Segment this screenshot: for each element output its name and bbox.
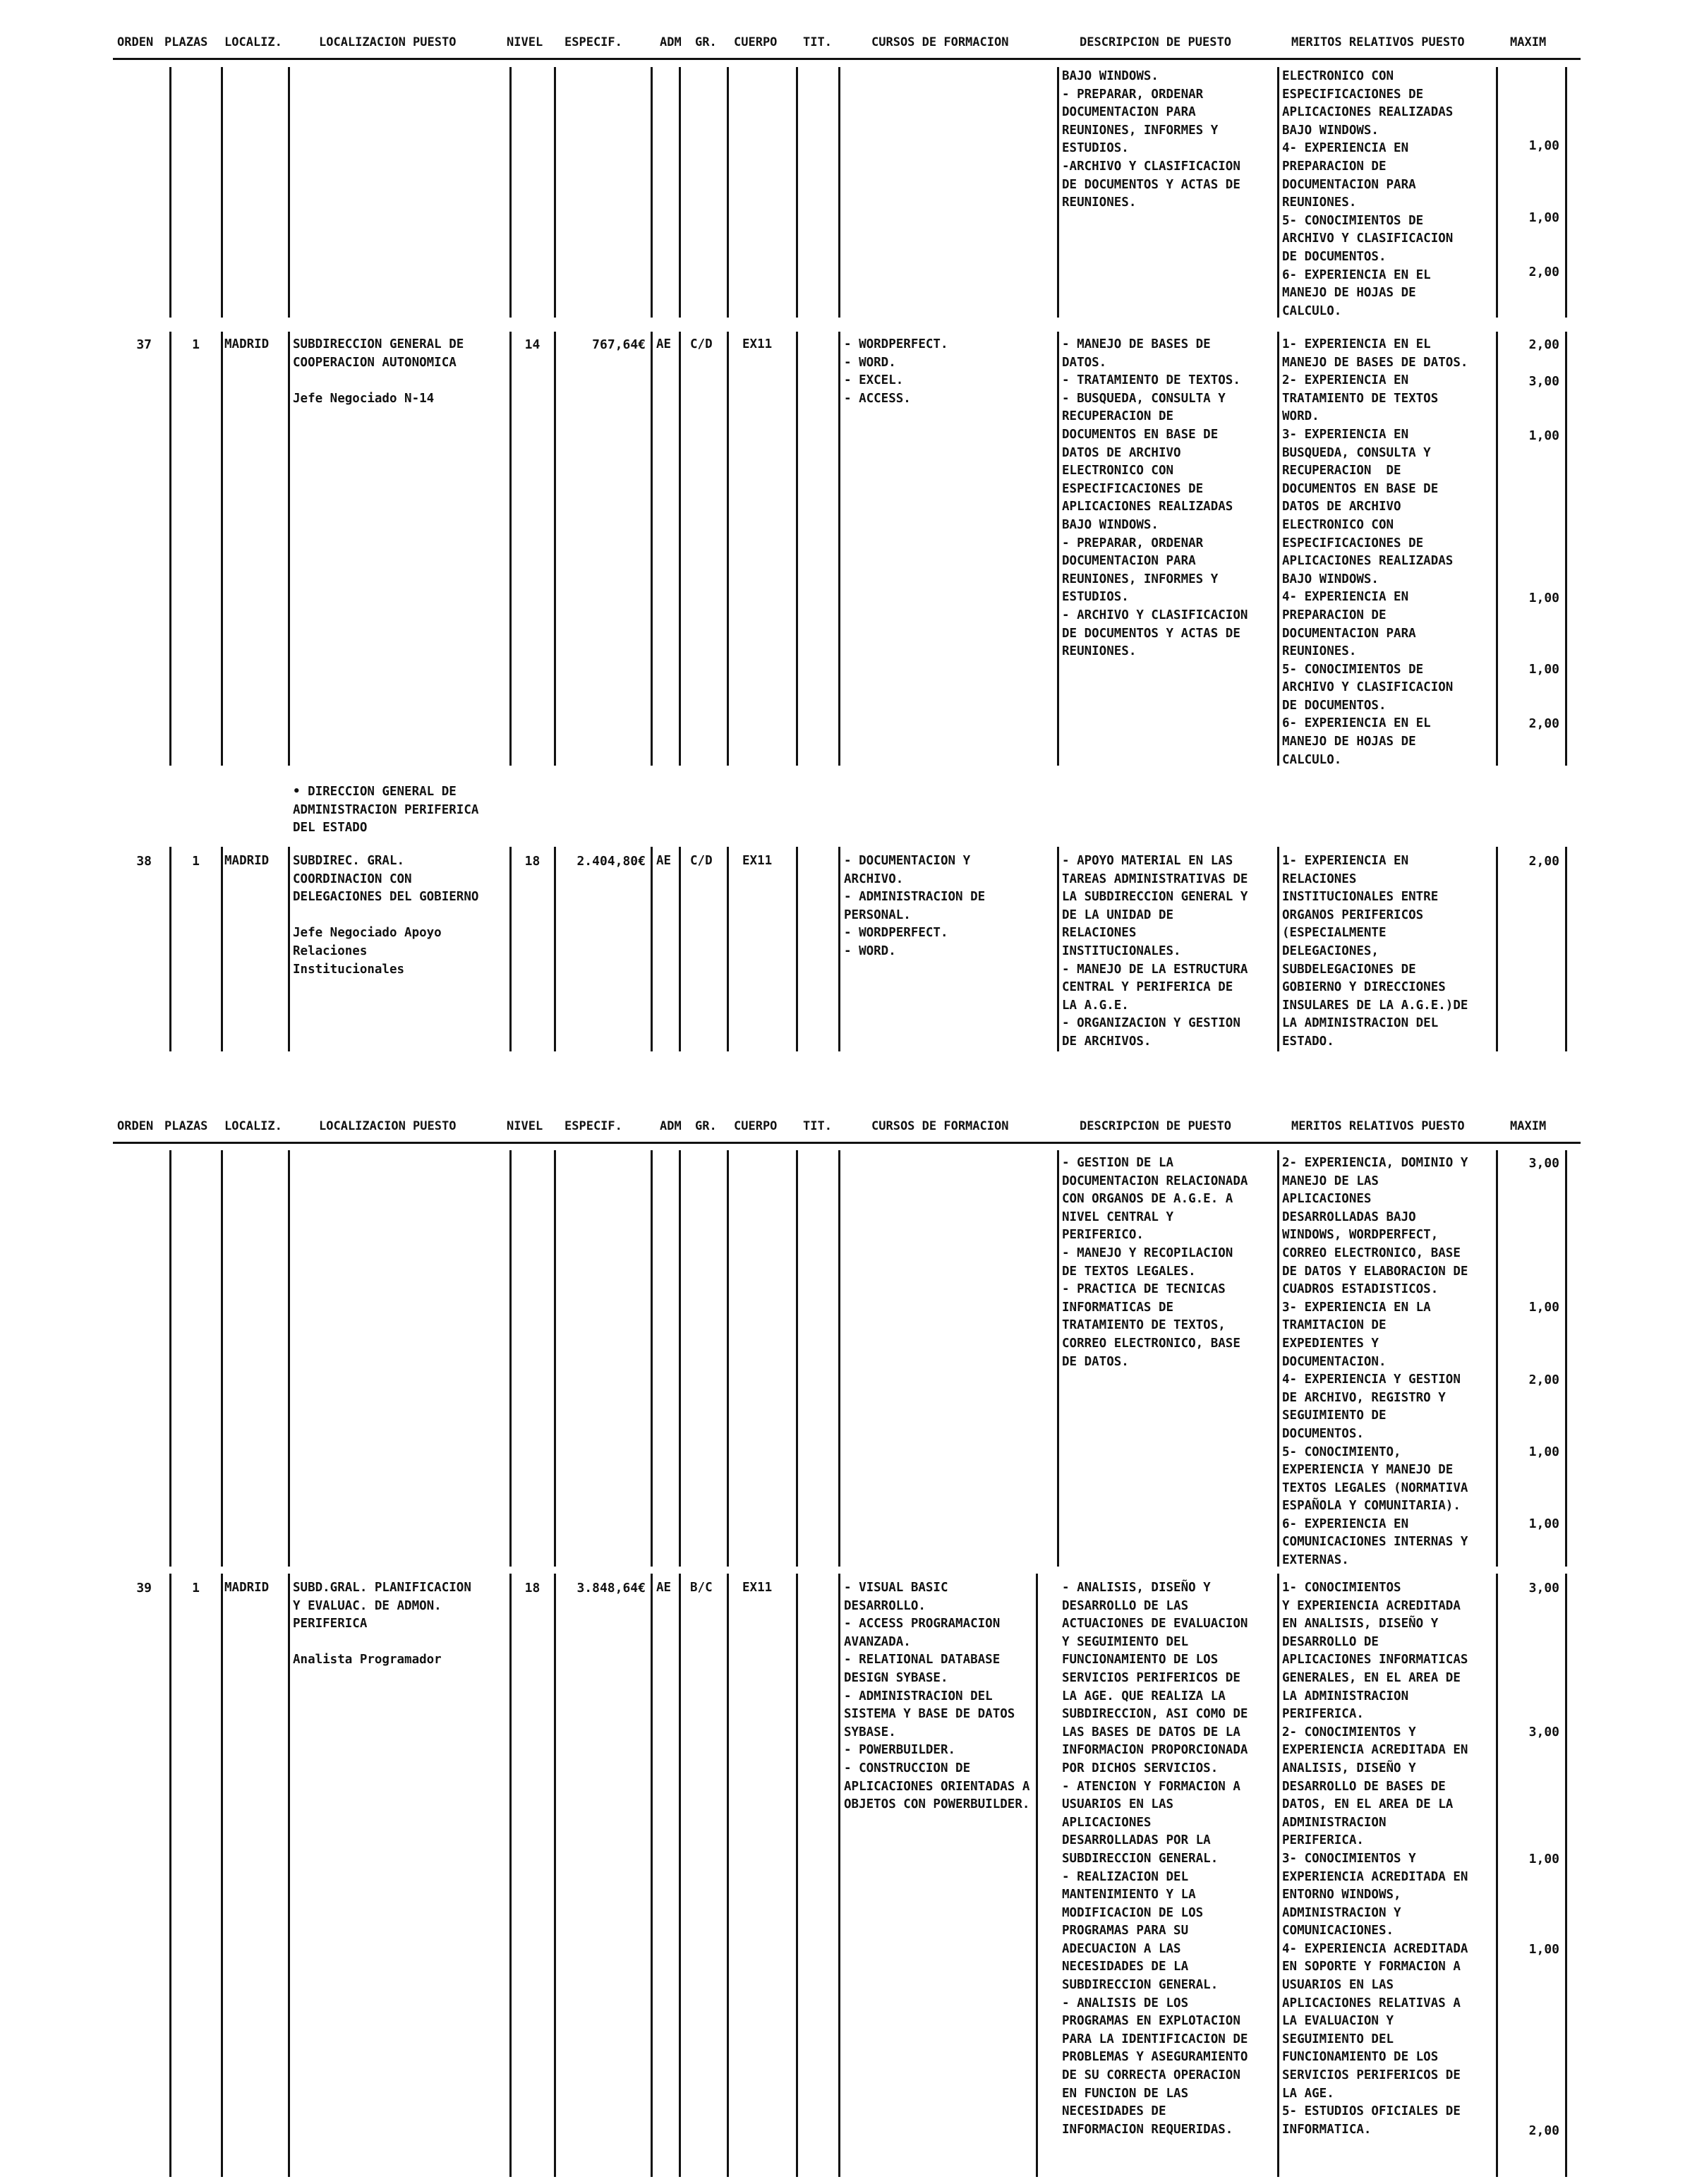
header-localizacion-puesto: LOCALIZACION PUESTO [319,1119,457,1133]
maxim-value: 1,00 [1528,1852,1559,1866]
header-orden: ORDEN [117,1119,154,1133]
header-adm: ADM [660,35,682,49]
maxim-value: 3,00 [1528,374,1559,389]
column-rule [1277,1150,1279,1567]
column-rule [509,847,512,1051]
localizacion-puesto: SUBDIRECCION GENERAL DE COOPERACION AUTONOMICA Jefe Negociado N-14 [293,337,464,406]
table-header [0,1114,1685,1142]
column-rule [1565,847,1567,1051]
table-header [0,30,1685,58]
gr: B/C [690,1581,713,1595]
column-rule [1057,847,1059,1051]
column-rule [288,1150,290,1567]
column-rule [169,847,171,1051]
column-rule [651,847,653,1051]
column-rule [1565,67,1567,318]
column-rule [1496,67,1498,318]
header-rule [113,58,1581,60]
column-rule [727,1574,729,2177]
column-rule [509,332,512,766]
column-rule [651,1150,653,1567]
column-rule [509,1150,512,1567]
cursos-formacion: - VISUAL BASIC DESARROLLO. - ACCESS PROGRAMACION AVANZADA. - RELATIONAL DATABASE DESIGN SYBASE. - ADMINISTRACION DEL SISTEMA Y BASE DE DATOS SYBASE. - POWERBUILDER. - CONSTRUCCION DE APLICACIONES ORIENTADAS A OBJETOS CON POWERBUILDER. [844,1581,1030,1812]
column-rule [554,1574,556,2177]
localizacion-puesto: SUBD.GRAL. PLANIFICACION Y EVALUAC. DE ADMON. PERIFERICA Analista Programador [293,1581,471,1667]
column-rule [679,1574,681,2177]
especif: 767,64€ [592,337,646,352]
column-rule [796,847,798,1051]
column-rule [221,847,223,1051]
maxim-value: 1,00 [1528,1516,1559,1531]
header-descripcion: DESCRIPCION DE PUESTO [1080,1119,1231,1133]
descripcion-puesto: - ANALISIS, DISEÑO Y DESARROLLO DE LAS ACTUACIONES DE EVALUACION Y SEGUIMIENTO DEL FUNCIONAMIENTO DE LOS SERVICIOS PERIFERICOS DE LA AGE. QUE REALIZA LA SUBDIRECCION, ASI COMO DE LAS BASES DE DATOS DE LA INFORMACION PROPORCIONADA POR DICHOS SERVICIOS. - ATENCION Y FORMACION A USUARIOS EN LAS APLICACIONES DESARROLLADAS POR LA SUBDIRECCION GENERAL. - REALIZACION DEL MANTENIMIENTO Y LA MODIFICACION DE LOS PROGRAMAS PARA SU ADECUACION A LAS NECESIDADES DE LA SUBDIRECCION GENERAL. - ANALISIS DE LOS PROGRAMAS EN EXPLOTACION PARA LA IDENTIFICACION DE PROBLEMAS Y ASEGURAMIENTO DE SU CORRECTA OPERACION EN FUNCION DE LAS NECESIDADES DE INFORMACION REQUERIDAS. [1062,1581,1248,2137]
cursos-formacion: - WORDPERFECT. - WORD. - EXCEL. - ACCESS. [844,337,948,406]
column-rule [554,332,556,766]
gr: C/D [690,337,713,351]
maxim-value: 2,00 [1528,854,1559,869]
descripcion-puesto: BAJO WINDOWS. - PREPARAR, ORDENAR DOCUMENTACION PARA REUNIONES, INFORMES Y ESTUDIOS. -ARCHIVO Y CLASIFICACION DE DOCUMENTOS Y ACTAS DE REUNIONES. [1062,69,1240,210]
column-rule [796,1150,798,1567]
column-rule [288,1574,290,2177]
adm: AE [656,1581,672,1595]
column-rule [1496,1150,1498,1567]
column-rule [651,332,653,766]
maxim-value: 3,00 [1528,1581,1559,1595]
plazas: 1 [192,1581,200,1595]
column-rule [838,1574,840,2177]
descripcion-puesto: - MANEJO DE BASES DE DATOS. - TRATAMIENTO DE TEXTOS. - BUSQUEDA, CONSULTA Y RECUPERACION DE DOCUMENTOS EN BASE DE DATOS DE ARCHIVO ELECTRONICO CON ESPECIFICACIONES DE APLICACIONES REALIZADAS BAJO WINDOWS. - PREPARAR, ORDENAR DOCUMENTACION PARA REUNIONES, INFORMES Y ESTUDIOS. - ARCHIVO Y CLASIFICACION DE DOCUMENTOS Y ACTAS DE REUNIONES. [1062,337,1248,659]
column-rule [796,1574,798,2177]
column-rule [679,67,681,318]
maxim-value: 1,00 [1528,138,1559,153]
maxim-value: 1,00 [1528,210,1559,225]
column-rule [221,1150,223,1567]
cuerpo: EX11 [742,337,773,351]
header-nivel: NIVEL [507,35,543,49]
header-orden: ORDEN [117,35,154,49]
header-maxim: MAXIM [1510,35,1547,49]
maxim-value: 2,00 [1528,265,1559,279]
nivel: 14 [524,337,540,352]
especif: 3.848,64€ [576,1581,646,1595]
localiz: MADRID [224,854,270,868]
header-maxim: MAXIM [1510,1119,1547,1133]
column-rule [727,67,729,318]
descripcion-puesto: - GESTION DE LA DOCUMENTACION RELACIONADA CON ORGANOS DE A.G.E. A NIVEL CENTRAL Y PERIFERICO. - MANEJO Y RECOPILACION DE TEXTOS LEGALES. - PRACTICA DE TECNICAS INFORMATICAS DE TRATAMIENTO DE TEXTOS, CORREO ELECTRONICO, BASE DE DATOS. [1062,1156,1248,1369]
header-localizacion-puesto: LOCALIZACION PUESTO [319,35,457,49]
header-meritos: MERITOS RELATIVOS PUESTO [1291,35,1465,49]
maxim-value: 1,00 [1528,1300,1559,1315]
adm: AE [656,854,672,868]
plazas: 1 [192,337,200,352]
column-rule [554,67,556,318]
header-especif: ESPECIF. [564,35,622,49]
maxim-value: 1,00 [1528,1942,1559,1957]
column-rule [288,332,290,766]
maxim-value: 2,00 [1528,337,1559,352]
meritos-puesto: 1- EXPERIENCIA EN RELACIONES INSTITUCIONALES ENTRE ORGANOS PERIFERICOS (ESPECIALMENTE DELEGACIONES, SUBDELEGACIONES DE GOBIERNO Y DIRECCIONES INSULARES DE LA A.G.E.)DE LA ADMINISTRACION DEL ESTADO. [1282,854,1468,1049]
gr: C/D [690,854,713,868]
column-rule [288,67,290,318]
column-rule [727,847,729,1051]
maxim-value: 1,00 [1528,428,1559,443]
column-rule [651,67,653,318]
header-tit: TIT. [803,35,832,49]
column-rule [169,332,171,766]
plazas: 1 [192,854,200,869]
header-gr: GR. [695,1119,717,1133]
maxim-value: 1,00 [1528,591,1559,605]
column-rule [1565,1574,1567,2177]
header-plazas: PLAZAS [164,35,208,49]
column-rule [1496,332,1498,766]
maxim-value: 1,00 [1528,662,1559,677]
column-rule [221,1574,223,2177]
header-cuerpo: CUERPO [734,35,778,49]
column-rule [169,1574,171,2177]
column-rule [1565,332,1567,766]
section-title: • DIRECCION GENERAL DE ADMINISTRACION PERIFERICA DEL ESTADO [293,785,479,835]
column-rule [651,1574,653,2177]
column-rule [221,67,223,318]
nivel: 18 [524,854,540,869]
column-rule [838,332,840,766]
header-descripcion: DESCRIPCION DE PUESTO [1080,35,1231,49]
localiz: MADRID [224,1581,270,1595]
column-rule [838,67,840,318]
column-rule [1565,1150,1567,1567]
column-rule [554,847,556,1051]
header-rule [113,1142,1581,1144]
cuerpo: EX11 [742,854,773,868]
header-tit: TIT. [803,1119,832,1133]
nivel: 18 [524,1581,540,1595]
column-rule [1277,332,1279,766]
column-rule [727,332,729,766]
column-rule [838,1150,840,1567]
column-rule [679,332,681,766]
meritos-puesto: 1- EXPERIENCIA EN EL MANEJO DE BASES DE DATOS. 2- EXPERIENCIA EN TRATAMIENTO DE TEXTOS WORD. 3- EXPERIENCIA EN BUSQUEDA, CONSULTA Y RECUPERACION DE DOCUMENTOS EN BASE DE DATOS DE ARCHIVO ELECTRONICO CON ESPECIFICACIONES DE APLICACIONES REALIZADAS BAJO WINDOWS. 4- EXPERIENCIA EN PREPARACION DE DOCUMENTACION PARA REUNIONES. 5- CONOCIMIENTOS DE ARCHIVO Y CLASIFICACION DE DOCUMENTOS. 6- EXPERIENCIA EN EL MANEJO DE HOJAS DE CALCULO. [1282,337,1468,767]
maxim-value: 2,00 [1528,2123,1559,2138]
column-rule [169,67,171,318]
meritos-puesto: ELECTRONICO CON ESPECIFICACIONES DE APLICACIONES REALIZADAS BAJO WINDOWS. 4- EXPERIENCIA EN PREPARACION DE DOCUMENTACION PARA REUNIONES. 5- CONOCIMIENTOS DE ARCHIVO Y CLASIFICACION DE DOCUMENTOS. 6- EXPERIENCIA EN EL MANEJO DE HOJAS DE CALCULO. [1282,69,1454,318]
maxim-value: 2,00 [1528,716,1559,731]
header-meritos: MERITOS RELATIVOS PUESTO [1291,1119,1465,1133]
cuerpo: EX11 [742,1581,773,1595]
orden: 37 [136,337,152,352]
column-rule [796,332,798,766]
column-rule [169,1150,171,1567]
header-plazas: PLAZAS [164,1119,208,1133]
column-rule [509,67,512,318]
column-rule [221,332,223,766]
column-rule [1057,332,1059,766]
header-especif: ESPECIF. [564,1119,622,1133]
header-cursos: CURSOS DE FORMACION [871,35,1009,49]
column-rule [1277,847,1279,1051]
column-rule [838,847,840,1051]
maxim-value: 2,00 [1528,1372,1559,1387]
header-cuerpo: CUERPO [734,1119,778,1133]
maxim-value: 3,00 [1528,1725,1559,1739]
column-rule [554,1150,556,1567]
maxim-value: 1,00 [1528,1444,1559,1459]
descripcion-puesto: - APOYO MATERIAL EN LAS TAREAS ADMINISTRATIVAS DE LA SUBDIRECCION GENERAL Y DE LA UNIDAD DE RELACIONES INSTITUCIONALES. - MANEJO DE LA ESTRUCTURA CENTRAL Y PERIFERICA DE LA A.G.E. - ORGANIZACION Y GESTION DE ARCHIVOS. [1062,854,1248,1049]
column-rule [1036,1574,1038,2177]
column-rule [1277,1574,1279,2177]
column-rule [1277,67,1279,318]
column-rule [727,1150,729,1567]
orden: 38 [136,854,152,869]
cursos-formacion: - DOCUMENTACION Y ARCHIVO. - ADMINISTRACION DE PERSONAL. - WORDPERFECT. - WORD. [844,854,986,958]
column-rule [1496,1574,1498,2177]
especif: 2.404,80€ [576,854,646,869]
column-rule [1057,1150,1059,1567]
adm: AE [656,337,672,351]
meritos-puesto: 2- EXPERIENCIA, DOMINIO Y MANEJO DE LAS APLICACIONES DESARROLLADAS BAJO WINDOWS, WORDPERFECT, CORREO ELECTRONICO, BASE DE DATOS Y ELABORACION DE CUADROS ESTADISTICOS. 3- EXPERIENCIA EN LA TRAMITACION DE EXPEDIENTES Y DOCUMENTACION. 4- EXPERIENCIA Y GESTION DE ARCHIVO, REGISTRO Y SEGUIMIENTO DE DOCUMENTOS. 5- CONOCIMIENTO, EXPERIENCIA Y MANEJO DE TEXTOS LEGALES (NORMATIVA ESPAÑOLA Y COMUNITARIA). 6- EXPERIENCIA EN COMUNICACIONES INTERNAS Y EXTERNAS. [1282,1156,1468,1568]
column-rule [1057,67,1059,318]
meritos-puesto: 1- CONOCIMIENTOS Y EXPERIENCIA ACREDITADA EN ANALISIS, DISEÑO Y DESARROLLO DE APLICACIONES INFORMATICAS GENERALES, EN EL AREA DE LA ADMINISTRACION PERIFERICA. 2- CONOCIMIENTOS Y EXPERIENCIA ACREDITADA EN ANALISIS, DISEÑO Y DESARROLLO DE BASES DE DATOS, EN EL AREA DE LA ADMINISTRACION PERIFERICA. 3- CONOCIMIENTOS Y EXPERIENCIA ACREDITADA EN ENTORNO WINDOWS, ADMINISTRACION Y COMUNICACIONES. 4- EXPERIENCIA ACREDITADA EN SOPORTE Y FORMACION A USUARIOS EN LAS APLICACIONES RELATIVAS A LA EVALUACION Y SEGUIMIENTO DEL FUNCIONAMIENTO DE LOS SERVICIOS PERIFERICOS DE LA AGE. 5- ESTUDIOS OFICIALES DE INFORMATICA. [1282,1581,1468,2137]
header-localiz: LOCALIZ. [224,1119,282,1133]
header-localiz: LOCALIZ. [224,35,282,49]
column-rule [288,847,290,1051]
maxim-value: 3,00 [1528,1156,1559,1171]
localizacion-puesto: SUBDIREC. GRAL. COORDINACION CON DELEGACIONES DEL GOBIERNO Jefe Negociado Apoyo Relaciones Institucionales [293,854,479,977]
header-cursos: CURSOS DE FORMACION [871,1119,1009,1133]
header-gr: GR. [695,35,717,49]
header-nivel: NIVEL [507,1119,543,1133]
column-rule [1496,847,1498,1051]
header-adm: ADM [660,1119,682,1133]
column-rule [509,1574,512,2177]
column-rule [679,1150,681,1567]
orden: 39 [136,1581,152,1595]
localiz: MADRID [224,337,270,351]
column-rule [679,847,681,1051]
column-rule [796,67,798,318]
